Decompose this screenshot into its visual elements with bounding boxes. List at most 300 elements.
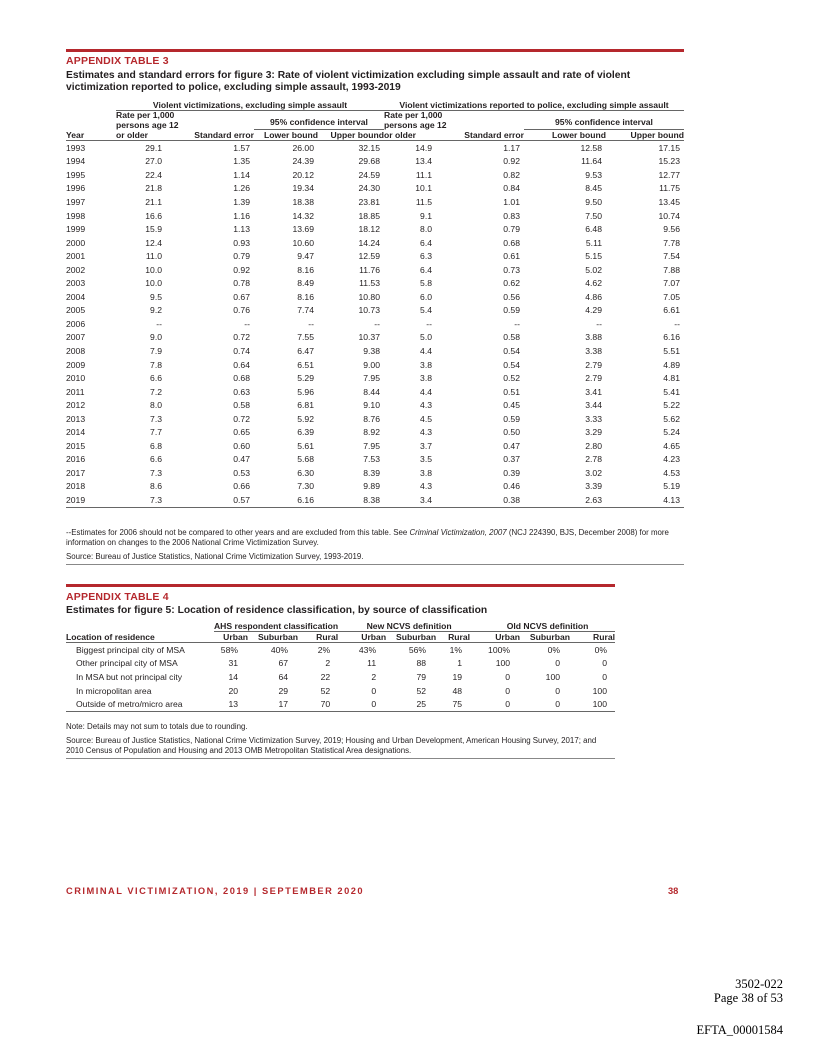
value-cell: 5.11 <box>585 237 602 248</box>
value-cell: 9.89 <box>363 481 380 492</box>
value-cell: 9.50 <box>585 196 602 207</box>
value-cell: 7.07 <box>663 278 680 289</box>
value-cell: 0.59 <box>503 305 520 316</box>
value-cell: 12.77 <box>658 169 680 180</box>
value-cell: 15.23 <box>658 156 680 167</box>
table4-bottom-rule <box>66 758 615 759</box>
year-cell: 2005 <box>66 305 86 316</box>
value-cell: 6.39 <box>297 427 314 438</box>
value-cell: 11.0 <box>145 251 162 262</box>
table3-col-rate-line3: or older <box>384 130 450 141</box>
location-label: Other principal city of MSA <box>76 658 178 669</box>
value-cell: 2.79 <box>585 359 602 370</box>
year-cell: 2011 <box>66 386 85 397</box>
rate-label-line2: persons age 12 <box>116 119 179 130</box>
table3-row <box>66 168 684 182</box>
value-cell: 100% <box>488 644 511 655</box>
value-cell: 0 <box>470 697 520 711</box>
year-cell: 1996 <box>66 183 86 194</box>
value-cell: 14 <box>228 671 238 682</box>
value-cell: 10.80 <box>358 291 380 302</box>
value-cell: 10.0 <box>145 264 162 275</box>
table3-row <box>66 182 684 196</box>
value-cell: 0.93 <box>233 237 250 248</box>
table3-row <box>66 304 684 318</box>
value-cell: 4.3 <box>420 400 432 411</box>
table3-row <box>66 290 684 304</box>
value-cell: 10.60 <box>292 237 314 248</box>
value-cell: 70 <box>298 697 338 711</box>
table4-title: Estimates for figure 5: Location of residence classification, by source of classification <box>66 605 488 616</box>
table3-row <box>66 425 684 439</box>
value-cell: -- <box>596 318 602 329</box>
value-cell: 3.33 <box>585 413 602 424</box>
value-cell: 3.5 <box>420 454 432 465</box>
value-cell: 4.81 <box>663 373 680 384</box>
table4-col-suburban: Suburban <box>520 632 570 643</box>
value-cell: 7.3 <box>150 467 162 478</box>
year-cell: 2004 <box>66 291 86 302</box>
table3-row <box>66 358 684 372</box>
value-cell: 7.88 <box>663 264 680 275</box>
value-cell: 18.85 <box>358 210 380 221</box>
table4-row <box>66 670 615 684</box>
value-cell: 8.92 <box>363 427 380 438</box>
value-cell: 2% <box>317 644 331 655</box>
value-cell: 0 <box>602 671 607 682</box>
table3-row <box>66 249 684 263</box>
value-cell: 0 <box>371 685 377 696</box>
value-cell: 0.79 <box>233 251 250 262</box>
value-cell: 0.51 <box>503 386 520 397</box>
table3-col-year: Year <box>66 130 116 141</box>
table3-row <box>66 263 684 277</box>
value-cell: 13 <box>214 697 248 711</box>
table4-col-suburban: Suburban <box>248 632 298 643</box>
value-cell: 1.01 <box>503 196 520 207</box>
table3-col-lower: Lower bound <box>524 130 606 141</box>
value-cell: 11.64 <box>581 156 602 167</box>
value-cell: 8.49 <box>297 278 314 289</box>
year-cell: 2010 <box>66 373 86 384</box>
value-cell: 67 <box>278 658 289 669</box>
value-cell: 8.16 <box>297 264 314 275</box>
value-cell: 6.47 <box>297 345 314 356</box>
value-cell: 7.50 <box>585 210 602 221</box>
value-cell: 4.3 <box>420 427 432 438</box>
value-cell: 8.38 <box>318 493 384 507</box>
value-cell: 5.51 <box>663 345 680 356</box>
value-cell: 0.37 <box>503 454 520 465</box>
year-cell: 2012 <box>66 400 86 411</box>
value-cell: 3.38 <box>585 345 602 356</box>
value-cell: 8.76 <box>363 413 380 424</box>
value-cell: 7.53 <box>363 454 380 465</box>
value-cell: -- <box>426 318 432 329</box>
footnote-text: --Estimates for 2006 should not be compared to other years and are excluded from this table. See <box>66 528 410 537</box>
bates-number: EFTA_00001584 <box>696 1023 783 1037</box>
table3-row <box>66 236 684 250</box>
table4-row <box>66 697 615 711</box>
value-cell: 0.58 <box>233 400 250 411</box>
value-cell: 4.86 <box>585 291 602 302</box>
value-cell: 9.10 <box>363 400 380 411</box>
table4-row <box>66 643 615 657</box>
value-cell: -- <box>514 318 520 329</box>
value-cell: 3.29 <box>585 427 602 438</box>
table3-col-se: Standard error <box>450 130 524 141</box>
value-cell: 6.51 <box>297 359 314 370</box>
value-cell: 58% <box>220 644 238 655</box>
year-cell: 2015 <box>66 440 86 451</box>
value-cell: 4.53 <box>663 467 680 478</box>
value-cell: 0.56 <box>503 291 520 302</box>
value-cell: 7.7 <box>150 427 162 438</box>
value-cell: 22 <box>320 671 331 682</box>
value-cell: -- <box>156 318 162 329</box>
value-cell: -- <box>308 318 314 329</box>
value-cell: 5.62 <box>663 413 680 424</box>
value-cell: 6.48 <box>585 224 602 235</box>
value-cell: 0.53 <box>233 467 250 478</box>
value-cell: 18.38 <box>292 196 314 207</box>
value-cell: 0.72 <box>233 332 250 343</box>
value-cell: 17 <box>248 697 298 711</box>
value-cell: 0% <box>547 644 561 655</box>
table3-row <box>66 385 684 399</box>
value-cell: 9.53 <box>585 169 602 180</box>
table3-bottom-rule <box>66 564 684 565</box>
value-cell: 27.0 <box>145 156 162 167</box>
value-cell: 5.02 <box>585 264 602 275</box>
table3-row <box>66 412 684 426</box>
table4-row <box>66 684 615 698</box>
location-label: In micropolitan area <box>76 685 152 696</box>
value-cell: 3.88 <box>585 332 602 343</box>
footnote-publication-title: Criminal Victimization, 2007 <box>409 528 507 537</box>
year-cell: 2019 <box>66 493 116 507</box>
value-cell: 0.50 <box>503 427 520 438</box>
value-cell: 5.41 <box>663 386 680 397</box>
year-cell: 2018 <box>66 481 86 492</box>
value-cell: 6.61 <box>663 305 680 316</box>
value-cell: 88 <box>416 658 427 669</box>
value-cell: 21.8 <box>145 183 162 194</box>
value-cell: 48 <box>452 685 463 696</box>
value-cell: 17.15 <box>658 142 680 153</box>
value-cell: 0.65 <box>233 427 250 438</box>
value-cell: 16.6 <box>145 210 162 221</box>
value-cell: 20.12 <box>292 169 314 180</box>
value-cell: 0.79 <box>503 224 520 235</box>
value-cell: 6.3 <box>420 251 432 262</box>
value-cell: 29 <box>278 685 289 696</box>
rate-label-line1: Rate per 1,000 <box>384 110 443 120</box>
value-cell: 100 <box>592 685 607 696</box>
table3-row <box>66 344 684 358</box>
value-cell: 10.73 <box>358 305 380 316</box>
value-cell: 2.80 <box>585 440 602 451</box>
table3-row <box>66 141 684 155</box>
value-cell: 0 <box>555 658 561 669</box>
value-cell: 2 <box>371 671 377 682</box>
year-cell: 2000 <box>66 237 86 248</box>
value-cell: 64 <box>278 671 289 682</box>
value-cell: 1.35 <box>233 156 250 167</box>
value-cell: 19 <box>452 671 463 682</box>
table4-label: APPENDIX TABLE 4 <box>66 591 169 603</box>
table3-col-rate-2 <box>384 111 450 131</box>
table3-row <box>66 195 684 209</box>
value-cell: 0 <box>505 671 511 682</box>
value-cell: 10.1 <box>415 183 432 194</box>
value-cell: 11.53 <box>359 278 380 289</box>
value-cell: 0.60 <box>233 440 250 451</box>
value-cell: 9.47 <box>297 251 314 262</box>
value-cell: 5.24 <box>663 427 680 438</box>
value-cell: 7.55 <box>297 332 314 343</box>
value-cell: 7.3 <box>150 413 162 424</box>
value-cell: 7.30 <box>297 481 314 492</box>
value-cell: 0.73 <box>503 264 520 275</box>
value-cell: 1.39 <box>233 196 250 207</box>
value-cell: 4.89 <box>663 359 680 370</box>
value-cell: 0.68 <box>503 237 520 248</box>
value-cell: 0.57 <box>180 493 254 507</box>
value-cell: 20 <box>228 685 238 696</box>
value-cell: 1.16 <box>233 210 250 221</box>
table3-source: Source: Bureau of Justice Statistics, National Crime Victimization Survey, 1993-2019. <box>66 552 364 561</box>
value-cell: 8.45 <box>585 183 602 194</box>
value-cell: 29.1 <box>145 142 162 153</box>
value-cell: 1.57 <box>233 142 250 153</box>
value-cell: 6.16 <box>254 493 318 507</box>
year-cell: 2017 <box>66 467 86 478</box>
value-cell: 0.47 <box>233 454 250 465</box>
table3-col-upper: Upper bound <box>606 130 684 141</box>
value-cell: 0.62 <box>503 278 520 289</box>
value-cell: 1% <box>449 644 463 655</box>
value-cell: 14.24 <box>358 237 380 248</box>
value-cell: 11.76 <box>359 264 380 275</box>
table3-row <box>66 209 684 223</box>
value-cell: 0.76 <box>233 305 250 316</box>
value-cell: 4.13 <box>606 493 684 507</box>
table3-footnote <box>66 528 684 548</box>
value-cell: 5.15 <box>585 251 602 262</box>
table4-col-urban: Urban <box>338 632 386 643</box>
value-cell: 11.75 <box>659 183 680 194</box>
value-cell: 32.15 <box>358 142 380 153</box>
table4-top-rule <box>66 584 615 587</box>
year-cell: 2014 <box>66 427 86 438</box>
table3-row <box>66 371 684 385</box>
value-cell: 0.92 <box>503 156 520 167</box>
table4-col-rural: Rural <box>436 632 470 643</box>
value-cell: -- <box>244 318 250 329</box>
value-cell: 9.1 <box>420 210 432 221</box>
value-cell: 24.30 <box>358 183 380 194</box>
table3-label: APPENDIX TABLE 3 <box>66 55 169 67</box>
table4-col-rural: Rural <box>570 632 615 643</box>
value-cell: 6.6 <box>150 373 162 384</box>
table4-col-urban: Urban <box>214 632 248 643</box>
value-cell: 7.95 <box>363 440 380 451</box>
footer-publication: CRIMINAL VICTIMIZATION, 2019 | SEPTEMBER 2020 <box>66 886 365 896</box>
table4-group-old-ncvs: Old NCVS definition <box>470 621 615 632</box>
value-cell: 0.72 <box>233 413 250 424</box>
value-cell: 7.78 <box>663 237 680 248</box>
case-number: 3502-022 <box>735 977 783 991</box>
value-cell: 19.34 <box>292 183 314 194</box>
footer-page-number: 38 <box>668 886 679 896</box>
value-cell: 12.59 <box>358 251 380 262</box>
year-cell: 2009 <box>66 359 86 370</box>
value-cell: 75 <box>436 697 470 711</box>
value-cell: 12.4 <box>145 237 162 248</box>
value-cell: 5.68 <box>297 454 314 465</box>
value-cell: 14.9 <box>415 142 432 153</box>
value-cell: 79 <box>416 671 427 682</box>
value-cell: 0 <box>338 697 386 711</box>
value-cell: 6.16 <box>663 332 680 343</box>
value-cell: 6.0 <box>420 291 432 302</box>
value-cell: 0.39 <box>503 467 520 478</box>
rate-label-line1: Rate per 1,000 <box>116 110 175 120</box>
value-cell: 22.4 <box>145 169 162 180</box>
year-cell: 1997 <box>66 196 86 207</box>
value-cell: 0.74 <box>233 345 250 356</box>
value-cell: 7.05 <box>663 291 680 302</box>
value-cell: 0 <box>505 685 511 696</box>
value-cell: -- <box>374 318 380 329</box>
table3-row <box>66 398 684 412</box>
table4-col-urban: Urban <box>470 632 520 643</box>
value-cell: 7.2 <box>150 386 162 397</box>
value-cell: 0.52 <box>503 373 520 384</box>
value-cell: 0 <box>602 658 607 669</box>
year-cell: 2003 <box>66 278 86 289</box>
value-cell: 5.22 <box>663 400 680 411</box>
value-cell: 4.4 <box>420 345 432 356</box>
value-cell: 0.64 <box>233 359 250 370</box>
value-cell: 3.02 <box>585 467 602 478</box>
year-cell: 1994 <box>66 156 86 167</box>
value-cell: 24.39 <box>292 156 314 167</box>
value-cell: 5.19 <box>663 481 680 492</box>
location-label: In MSA but not principal city <box>76 671 183 682</box>
value-cell: 100 <box>570 697 615 711</box>
page-of-stamp: Page 38 of 53 <box>713 991 783 1005</box>
value-cell: 7.8 <box>150 359 162 370</box>
value-cell: 15.9 <box>145 224 162 235</box>
value-cell: 4.5 <box>420 413 432 424</box>
value-cell: 0.92 <box>233 264 250 275</box>
year-cell: 2001 <box>66 251 86 262</box>
table4-col-suburban: Suburban <box>386 632 436 643</box>
value-cell: 52 <box>416 685 427 696</box>
value-cell: 0.54 <box>503 359 520 370</box>
value-cell: 4.4 <box>420 386 432 397</box>
value-cell: 0.47 <box>503 440 520 451</box>
table4-col-rural: Rural <box>298 632 338 643</box>
table4-source: Source: Bureau of Justice Statistics, National Crime Victimization Survey, 2019; Housing and Urban Development, American Housing Survey, 2017; and 2010 Census of Population and Housing and 2013 OMB Metropolitan Statistical Area designations. <box>66 736 597 755</box>
value-cell: 7.74 <box>297 305 314 316</box>
value-cell: 5.61 <box>297 440 314 451</box>
value-cell: 6.4 <box>420 264 432 275</box>
value-cell: 3.41 <box>585 386 602 397</box>
year-cell: 2013 <box>66 413 86 424</box>
rate-label-line2: persons age 12 <box>384 119 447 130</box>
value-cell: 6.4 <box>420 237 432 248</box>
year-cell: 2006 <box>66 318 86 329</box>
value-cell: 0.67 <box>233 291 250 302</box>
table3-title: Estimates and standard errors for figure 3: Rate of violent victimization excluding simple assault and rate of violent victimization reported to police, excluding simple assault, 1993-2019 <box>66 70 631 93</box>
value-cell: 18.12 <box>358 224 380 235</box>
year-cell: 2002 <box>66 264 86 275</box>
value-cell: 0 <box>520 697 570 711</box>
year-cell: 2016 <box>66 454 86 465</box>
value-cell: 0.83 <box>503 210 520 221</box>
value-cell: 14.32 <box>292 210 314 221</box>
value-cell: 9.00 <box>363 359 380 370</box>
value-cell: 5.96 <box>297 386 314 397</box>
table3-group1-header: Violent victimizations, excluding simple assault <box>116 100 384 111</box>
value-cell: 11.1 <box>415 169 432 180</box>
table4-group-ahs: AHS respondent classification <box>213 621 339 631</box>
value-cell: 5.92 <box>297 413 314 424</box>
table3-col-upper: Upper bound <box>318 130 384 141</box>
value-cell: 5.0 <box>420 332 432 343</box>
value-cell: 3.8 <box>420 467 432 478</box>
value-cell: 4.65 <box>663 440 680 451</box>
value-cell: 56% <box>408 644 427 655</box>
table3-col-lower: Lower bound <box>254 130 318 141</box>
value-cell: 0.58 <box>503 332 520 343</box>
value-cell: 25 <box>386 697 436 711</box>
value-cell: 4.62 <box>585 278 602 289</box>
value-cell: 0.63 <box>233 386 250 397</box>
table4-col-location: Location of residence <box>66 632 214 643</box>
value-cell: 29.68 <box>358 156 380 167</box>
value-cell: 3.7 <box>420 440 432 451</box>
value-cell: 2 <box>325 658 331 669</box>
value-cell: 8.44 <box>363 386 380 397</box>
value-cell: 0.54 <box>503 345 520 356</box>
value-cell: 5.8 <box>420 278 432 289</box>
value-cell: 11.5 <box>415 196 432 207</box>
table4-row <box>66 657 615 671</box>
value-cell: 6.6 <box>150 454 162 465</box>
table3-row <box>66 222 684 236</box>
value-cell: 100 <box>495 658 511 669</box>
table3-col-se: Standard error <box>180 130 254 141</box>
table3-row <box>66 480 684 494</box>
footnote-text-cont: (NCJ 224390, BJS, December 2008) for more information on changes to the 2006 National Crime Victimization Survey. <box>66 528 669 547</box>
table3-row <box>66 317 684 331</box>
value-cell: 9.2 <box>150 305 162 316</box>
value-cell: 0.84 <box>503 183 520 194</box>
value-cell: 23.81 <box>358 196 380 207</box>
value-cell: 8.0 <box>420 224 432 235</box>
value-cell: 7.95 <box>363 373 380 384</box>
value-cell: 3.4 <box>384 493 450 507</box>
value-cell: 10.37 <box>358 332 380 343</box>
value-cell: 5.4 <box>420 305 432 316</box>
value-cell: 7.3 <box>116 493 180 507</box>
value-cell: 0.78 <box>233 278 250 289</box>
table3-row <box>66 466 684 480</box>
